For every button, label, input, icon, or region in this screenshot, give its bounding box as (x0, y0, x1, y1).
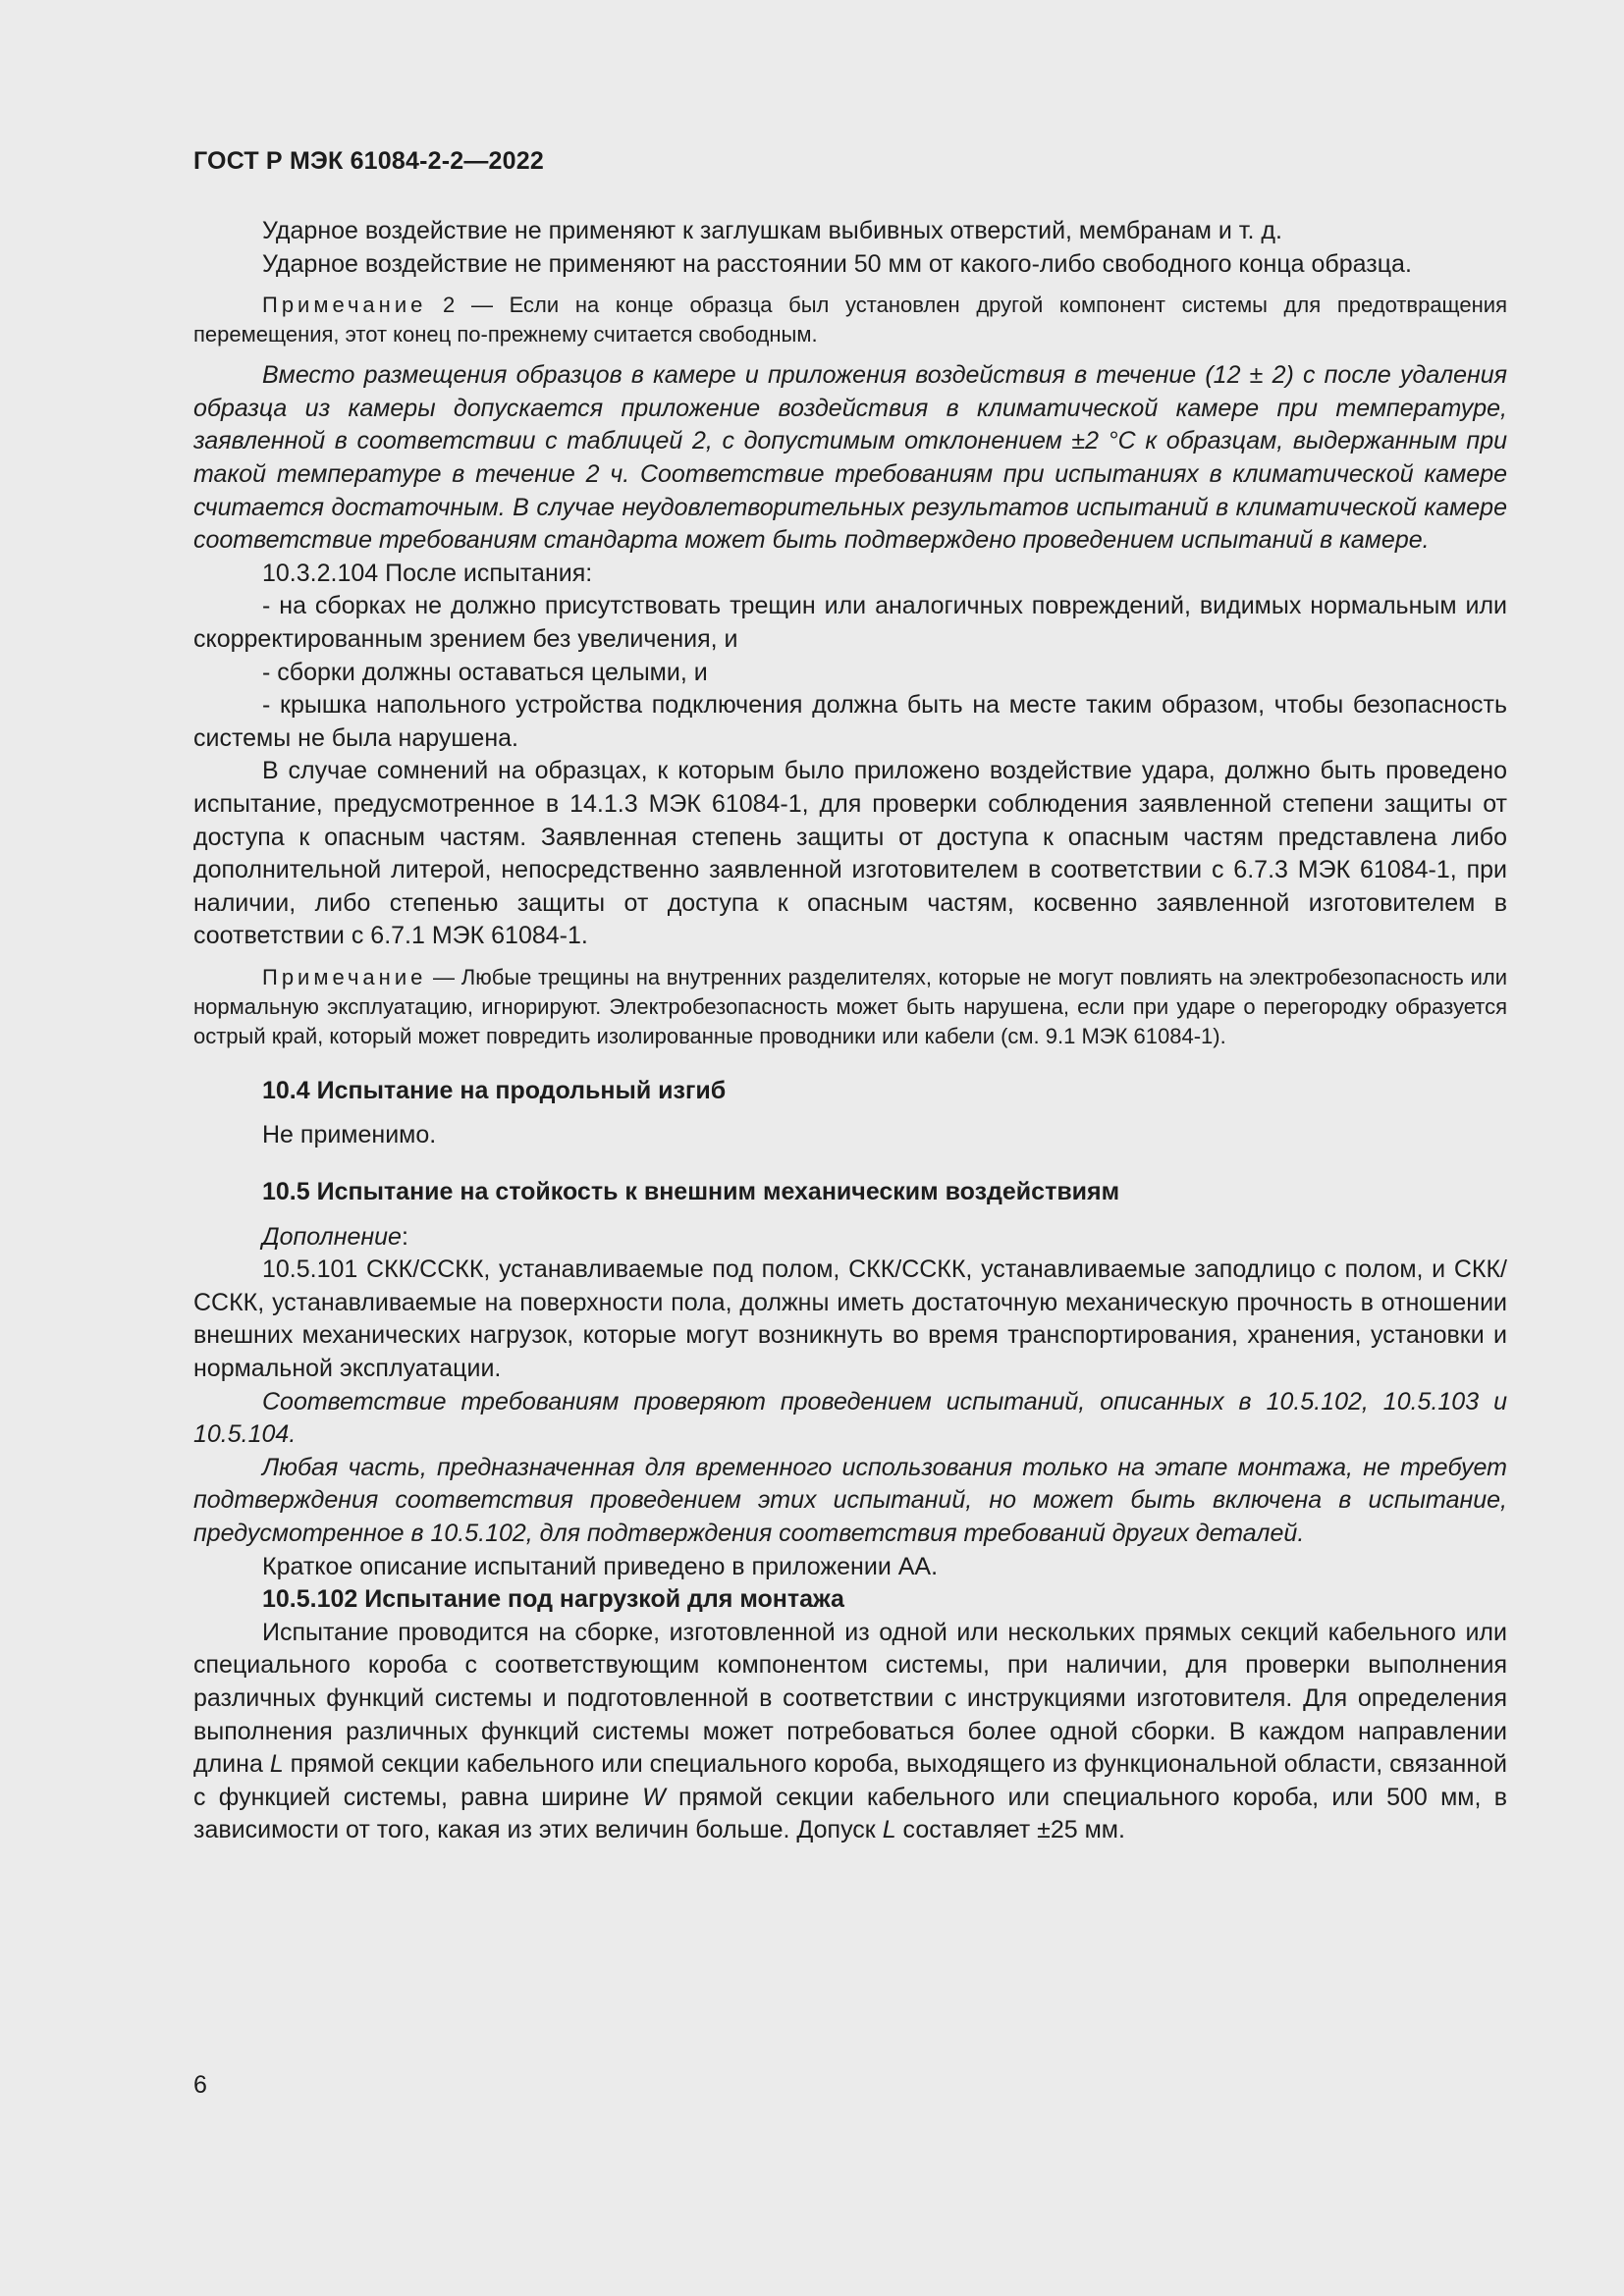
symbol-L: L (882, 1816, 896, 1844)
paragraph: 10.3.2.104 После испытания: (262, 559, 593, 587)
paragraph: В случае сомнений на образцах, к которым было приложено воздействие удара, должно быть проведено испытание, предусмотренное в 14.1.3 МЭК 61084-1, для проверки соблюдения заявленной степени защиты от доступа к опасным частям. Заявленная степень защиты от доступа к опасным частям представлена либо дополнительной литерой, непосредственно заявленной изготовителем в соответствии с 6.7.3 МЭК 61084-1, при наличии, либо степенью защиты от доступа к опасным частям, косвенно заявленной изготовителем в соответствии с 6.7.1 МЭК 61084-1. (193, 757, 1507, 950)
list-item: - сборки должны оставаться целыми, и (262, 658, 708, 686)
symbol-L: L (269, 1750, 284, 1779)
subsection-heading: 10.5.102 Испытание под нагрузкой для монтажа (262, 1585, 844, 1614)
note (193, 291, 1507, 349)
list-item: - на сборках не должно присутствовать трещин или аналогичных повреждений, видимых нормальным или скорректированным зрением без увеличения, и (193, 592, 1507, 653)
page-number: 6 (193, 2071, 207, 2099)
list-item: - крышка напольного устройства подключения должна быть на месте таким образом, чтобы безопасность системы не была нарушена. (193, 691, 1507, 752)
text-run: Испытание проводится на сборке, изготовленной из одной или нескольких прямых секций кабельного или специального короба с соответствующим компонентом системы, при наличии, для проверки выполнения различных функций системы и подготовленной в соответствии с инструкциями изготовителя. Для определения выполнения различных функций системы может потребоваться более одной сборки. В каждом направлении длина (193, 1618, 1507, 1779)
text-run: составляет ±25 мм. (895, 1816, 1125, 1844)
note-label: Примечание (262, 964, 427, 989)
symbol-W: W (642, 1783, 666, 1811)
supplement-label: Дополнение (262, 1222, 402, 1251)
section-heading: 10.5 Испытание на стойкость к внешним механическим воздействиям (262, 1178, 1120, 1206)
note-text: 2 — Если на конце образца был установлен другой компонент системы для предотвращения перемещения, этот конец по-прежнему считается свободным. (193, 293, 1507, 347)
paragraph (193, 1617, 1507, 1847)
supplement-colon: : (401, 1222, 408, 1251)
paragraph: 10.5.101 СКК/ССКК, устанавливаемые под полом, СКК/ССКК, устанавливаемые заподлицо с полом, и СКК/ССКК, устанавливаемые на поверхности пола, должны иметь достаточную механическую прочность в отношении внешних механических нагрузок, которые могут возникнуть во время транспортирования, хранения, установки и нормальной эксплуатации. (193, 1255, 1507, 1383)
section-heading: 10.4 Испытание на продольный изгиб (262, 1076, 727, 1104)
paragraph: Вместо размещения образцов в камере и приложения воздействия в течение (12 ± 2) с после удаления образца из камеры допускается приложение воздействия в климатической камере при температуре, заявленной в соответствии с таблицей 2, с допустимым отклонением ±2 °С к образцам, выдержанным при такой температуре в течение 2 ч. Соответствие требованиям при испытаниях в климатической камере считается достаточным. В случае неудовлетворительных результатов испытаний в климатической камере соответствие требованиям стандарта может быть подтверждено проведением испытаний в камере. (193, 361, 1507, 555)
text-run: прямой секции кабельного или специального короба, или 500 мм, в зависимости от того, какая из этих величин больше. Допуск (193, 1783, 1508, 1844)
note (193, 963, 1507, 1051)
paragraph: Краткое описание испытаний приведено в приложении АА. (262, 1552, 939, 1580)
note-text: — Любые трещины на внутренних разделителях, которые не могут повлиять на электробезопасность или нормальную эксплуатацию, игнорируют. Электробезопасность может быть нарушена, если при ударе о перегородку образуется острый край, который может повредить изолированные проводники или кабели (см. 9.1 МЭК 61084-1). (193, 964, 1507, 1048)
document-page (193, 147, 1507, 1847)
note-label: Примечание (262, 293, 427, 318)
text-run: прямой секции кабельного или специального короба, выходящего из функциональной области, связанной с функцией системы, равна ширине (193, 1750, 1507, 1811)
paragraph (193, 1221, 1507, 1255)
paragraph: Ударное воздействие не применяют к заглушкам выбивных отверстий, мембранам и т. д. (262, 217, 1282, 244)
paragraph: Ударное воздействие не применяют на расстоянии 50 мм от какого-либо свободного конца образца. (262, 249, 1412, 278)
paragraph: Не применимо. (262, 1121, 437, 1149)
paragraph: Соответствие требованиям проверяют проведением испытаний, описанных в 10.5.102, 10.5.103 и 10.5.104. (193, 1387, 1507, 1449)
document-header: ГОСТ Р МЭК 61084-2-2—2022 (193, 147, 544, 175)
paragraph: Любая часть, предназначенная для временного использования только на этапе монтажа, не требует подтверждения соответствия проведением этих испытаний, но может быть включена в испытание, предусмотренное в 10.5.102, для подтверждения соответствия требований других деталей. (193, 1453, 1507, 1547)
